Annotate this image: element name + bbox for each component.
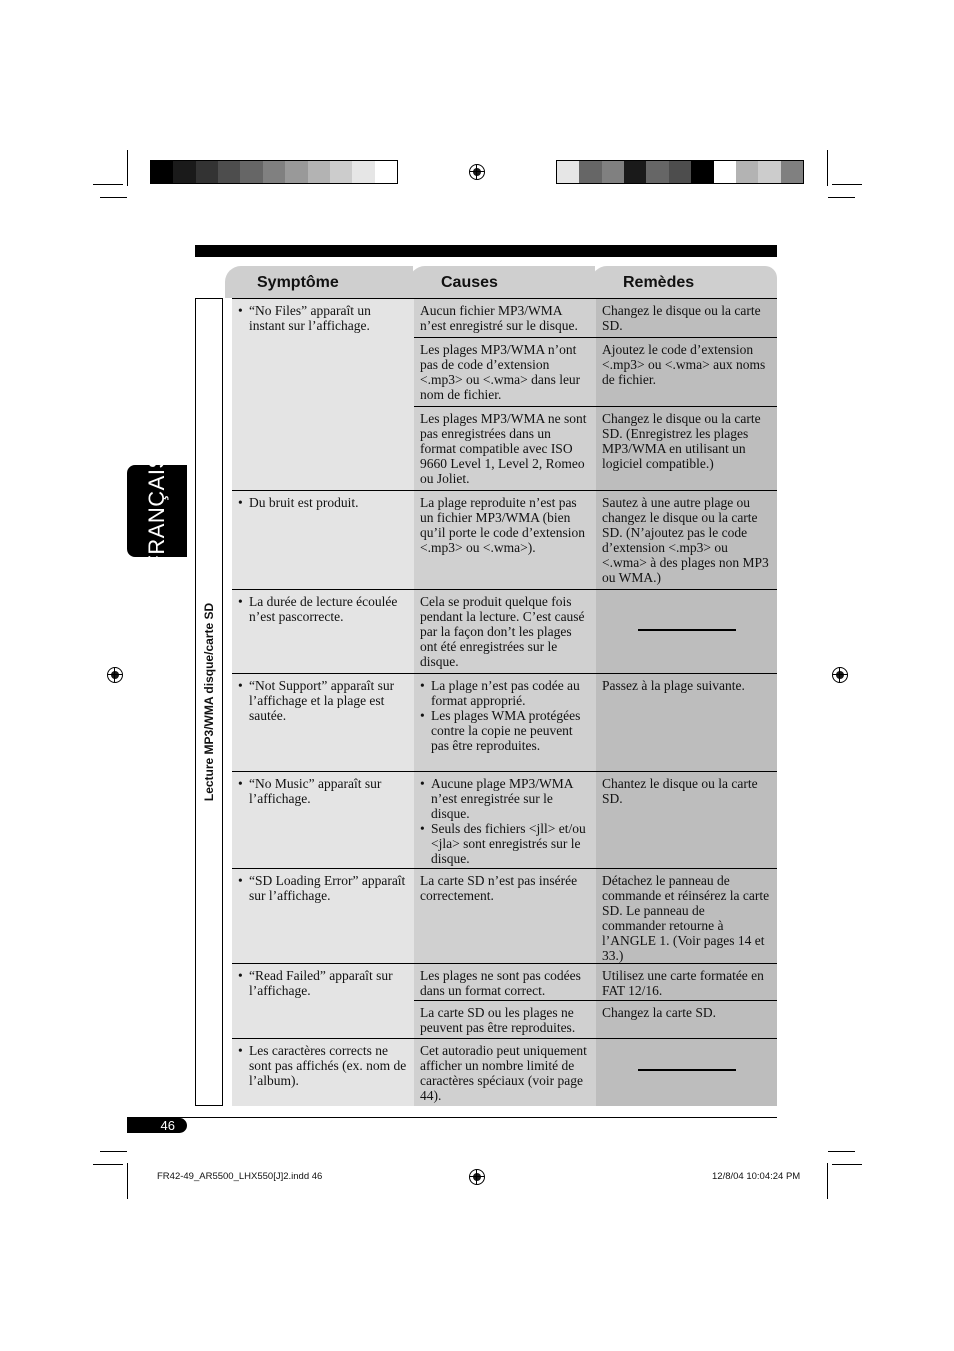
crop-mark <box>832 184 862 185</box>
registration-mark-icon <box>107 667 123 683</box>
row-divider <box>232 771 777 772</box>
symptom-cell: • “No Files” apparaît un instant sur l’affichage. <box>232 298 414 490</box>
crop-mark <box>93 184 123 185</box>
cause-cell: La carte SD n’est pas insérée correctement. <box>414 868 596 963</box>
crop-mark <box>828 1151 855 1152</box>
crop-mark <box>127 1163 128 1199</box>
remedy-cell <box>596 589 777 673</box>
row-divider <box>414 1000 777 1001</box>
registration-mark-icon <box>832 667 848 683</box>
row-divider <box>414 406 777 407</box>
no-remedy-dash <box>638 1069 736 1071</box>
color-bar-left <box>150 160 398 184</box>
crop-mark <box>827 150 828 186</box>
symptom-cell: • La durée de lecture écoulée n’est pascorrecte. <box>232 589 414 673</box>
cause-cell: Les plages MP3/WMA n’ont pas de code d’extension <.mp3> ou <.wma> dans leur nom de fichier. <box>414 337 596 406</box>
crop-mark <box>93 1164 123 1165</box>
header-symptom: Symptôme <box>225 266 413 298</box>
row-divider <box>232 298 777 299</box>
page-number: 46 <box>127 1118 187 1133</box>
row-divider <box>414 337 777 338</box>
remedy-cell <box>596 1038 777 1106</box>
crop-mark <box>100 197 127 198</box>
section-top-bar <box>195 245 777 257</box>
language-tab <box>127 453 187 569</box>
crop-mark <box>100 1151 127 1152</box>
cause-cell: • Aucune plage MP3/WMA n’est enregistrée sur le disque. • Seuls des fichiers <jll> et/ou <jla> sont enregistrés sur le disque. <box>414 771 596 868</box>
remedy-cell: Chantez le disque ou la carte SD. <box>596 771 777 868</box>
row-divider <box>232 1038 777 1039</box>
crop-mark <box>127 150 128 186</box>
registration-mark-icon <box>469 164 485 180</box>
cause-cell: Les plages ne sont pas codées dans un format correct. <box>414 963 596 1000</box>
remedy-cell: Passez à la plage suivante. <box>596 673 777 771</box>
crop-mark <box>832 1164 862 1165</box>
symptom-cell: • Les caractères corrects ne sont pas affichés (ex. nom de l’album). <box>232 1038 414 1106</box>
cause-cell: La carte SD ou les plages ne peuvent pas être reproduites. <box>414 1000 596 1038</box>
color-bar-right <box>556 160 804 184</box>
footer-date: 12/8/04 10:04:24 PM <box>712 1171 801 1182</box>
bottom-rule <box>127 1117 777 1118</box>
symptom-cell: • “Read Failed” apparaît sur l’affichage. <box>232 963 414 1038</box>
cause-cell: • La plage n’est pas codée au format approprié. • Les plages WMA protégées contre la copie ne peuvent pas être reproduites. <box>414 673 596 771</box>
row-divider <box>232 589 777 590</box>
row-divider <box>232 868 777 869</box>
cause-cell: Aucun fichier MP3/WMA n’est enregistré sur le disque. <box>414 298 596 337</box>
cause-cell: Cela se produit quelque fois pendant la lecture. C’est causé par la façon don’t les plages ont été enregistrées sur le disque. <box>414 589 596 673</box>
remedy-cell: Changez la carte SD. <box>596 1000 777 1038</box>
crop-mark <box>828 197 855 198</box>
cause-cell: Les plages MP3/WMA ne sont pas enregistrées dans un format compatible avec ISO 9660 Level 1, Level 2, Romeo ou Joliet. <box>414 406 596 490</box>
header-remedies: Remèdes <box>591 266 777 298</box>
symptom-cell: • “Not Support” apparaît sur l’affichage et la plage est sautée. <box>232 673 414 771</box>
header-causes: Causes <box>409 266 595 298</box>
language-tab-label: FRANÇAIS <box>144 453 169 569</box>
remedy-cell: Changez le disque ou la carte SD. (Enregistrez les plages MP3/WMA en utilisant un logiciel compatible.) <box>596 406 777 490</box>
cause-cell: Cet autoradio peut uniquement afficher un nombre limité de caractères spéciaux (voir page 44). <box>414 1038 596 1106</box>
footer-file-name: FR42-49_AR5500_LHX550[J]2.indd 46 <box>157 1171 323 1182</box>
symptom-cell: • “No Music” apparaît sur l’affichage. <box>232 771 414 868</box>
row-divider <box>232 673 777 674</box>
row-divider <box>232 963 777 964</box>
symptom-cell: • “SD Loading Error” apparaît sur l’affichage. <box>232 868 414 963</box>
no-remedy-dash <box>638 629 736 631</box>
remedy-cell: Ajoutez le code d’extension <.mp3> ou <.wma> aux noms de fichier. <box>596 337 777 406</box>
remedy-cell: Utilisez une carte formatée en FAT 12/16. <box>596 963 777 1000</box>
remedy-cell: Changez le disque ou la carte SD. <box>596 298 777 337</box>
registration-mark-icon <box>469 1169 485 1185</box>
row-divider <box>232 490 777 491</box>
symptom-cell: • Du bruit est produit. <box>232 490 414 589</box>
cause-cell: La plage reproduite n’est pas un fichier MP3/WMA (bien qu’il porte le code d’extension <.mp3> ou <.wma>). <box>414 490 596 589</box>
crop-mark <box>827 1163 828 1199</box>
remedy-cell: Sautez à une autre plage ou changez le disque ou la carte SD. (N’ajoutez pas le code d’extension <.mp3> ou <.wma> à des plages non MP3 ou WMA.) <box>596 490 777 589</box>
side-label: Lecture MP3/WMA disque/carte SD <box>202 602 216 802</box>
remedy-cell: Détachez le panneau de commande et réinsérez la carte SD. Le panneau de commander retourne à l’ANGLE 1. (Voir pages 14 et 33.) <box>596 868 777 963</box>
